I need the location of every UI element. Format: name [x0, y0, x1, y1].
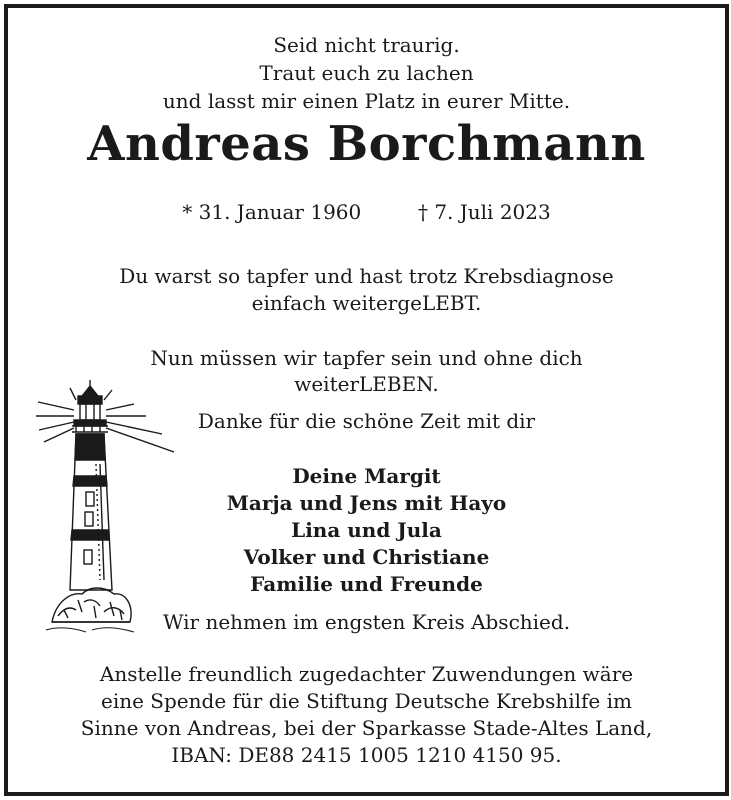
lighthouse-icon	[34, 380, 184, 636]
deceased-name: Andreas Borchmann	[87, 116, 646, 172]
verse-line-3: und lasst mir einen Platz in eurer Mitte.	[162, 89, 571, 113]
donation-line-1: Anstelle freundlich zugedachter Zuwendungen wäre	[99, 662, 634, 686]
tribute2-line-2: weiterLEBEN.	[294, 372, 439, 396]
mourner-3: Lina und Jula	[291, 518, 442, 542]
mourner-5: Familie und Freunde	[250, 572, 483, 596]
donation-line-2: eine Spende für die Stiftung Deutsche Krebshilfe im	[101, 689, 632, 713]
life-dates	[8, 200, 725, 224]
tribute2-line-1: Nun müssen wir tapfer sein und ohne dich	[150, 346, 583, 370]
death-date: † 7. Juli 2023	[417, 200, 551, 224]
verse-line-1: Seid nicht traurig.	[273, 33, 460, 57]
tribute-line-2: einfach weitergeLEBT.	[251, 291, 482, 315]
mourner-1: Deine Margit	[292, 464, 441, 488]
verse-line-2: Traut euch zu lachen	[259, 61, 474, 85]
tribute-line-1: Du warst so tapfer und hast trotz Krebsdiagnose	[119, 264, 614, 288]
mourner-4: Volker und Christiane	[243, 545, 490, 569]
donation-line-4: IBAN: DE88 2415 1005 1210 4150 95.	[171, 743, 562, 767]
farewell-line: Wir nehmen im engsten Kreis Abschied.	[162, 610, 571, 634]
obituary-notice	[4, 4, 729, 796]
donation-line-3: Sinne von Andreas, bei der Sparkasse Stade-Altes Land,	[80, 716, 653, 740]
thanks-line: Danke für die schöne Zeit mit dir	[197, 409, 536, 433]
birth-date: * 31. Januar 1960	[182, 200, 362, 224]
mourner-2: Marja und Jens mit Hayo	[226, 491, 507, 515]
